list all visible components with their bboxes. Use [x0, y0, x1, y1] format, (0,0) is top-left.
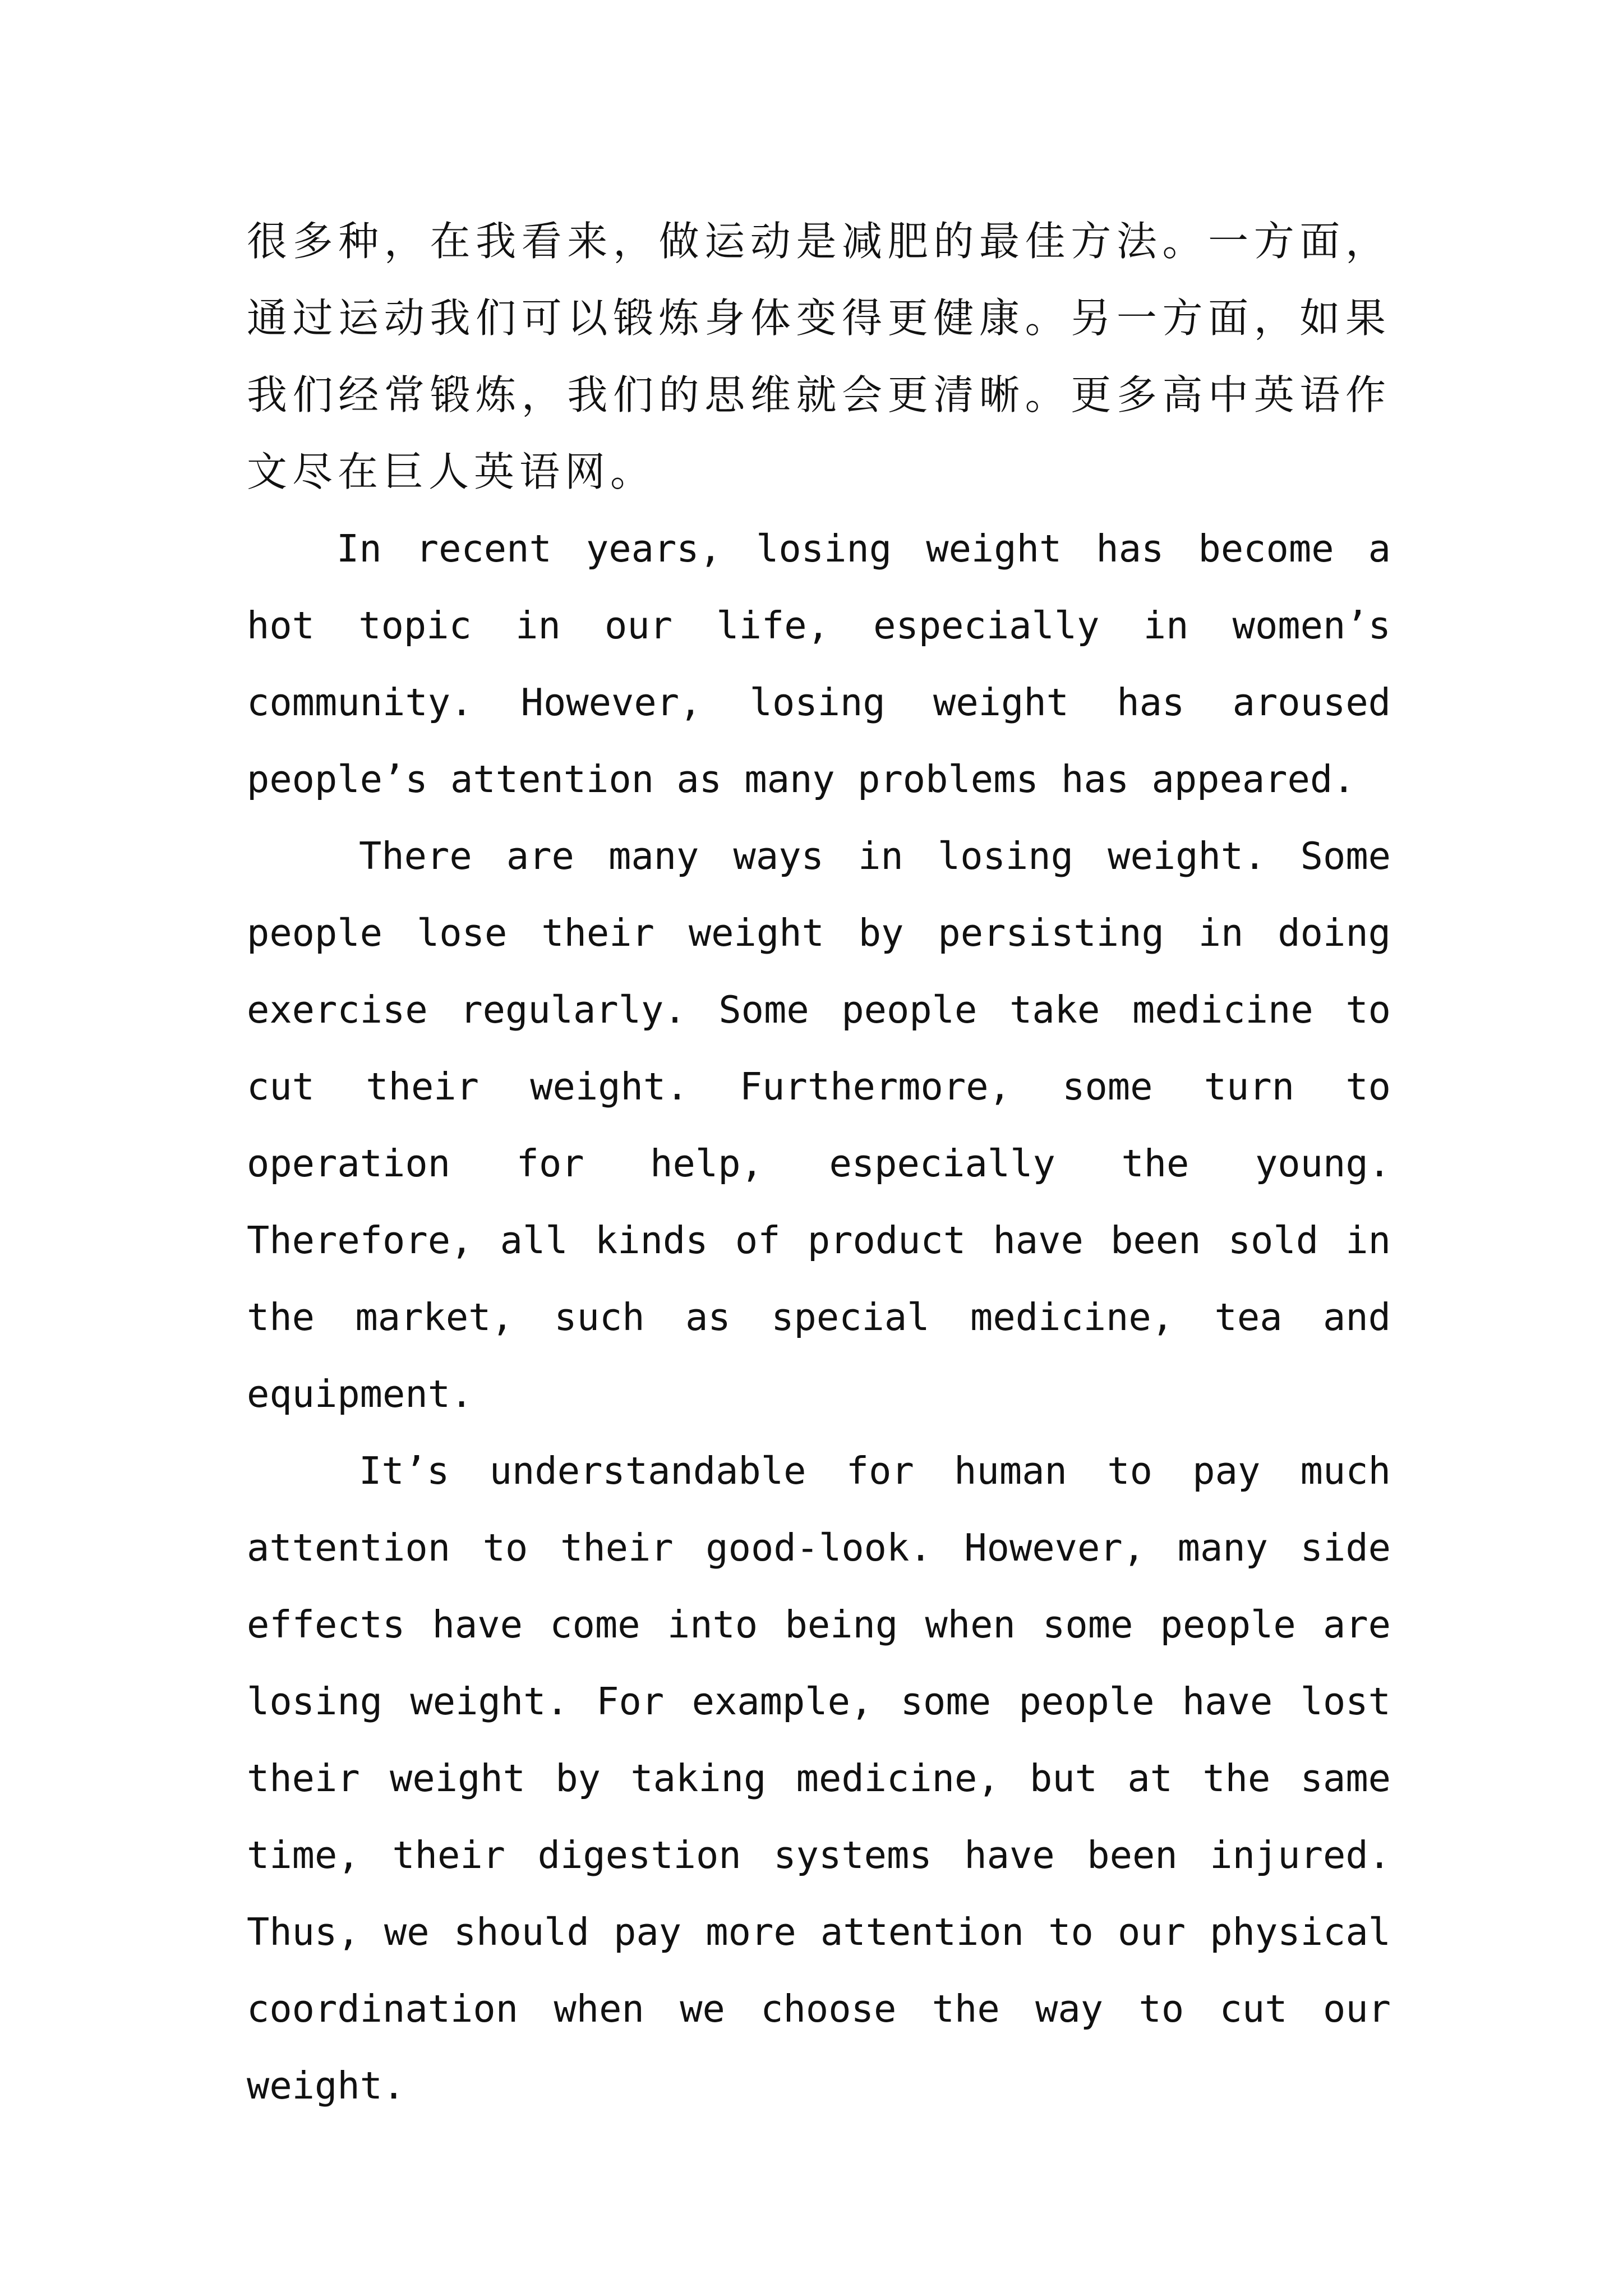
paragraph-ways: There are many ways in losing weight. Some people lose their weight by persisting in doing exercise regularly. Some people take medicine to cut their weight. Furthermore, some turn to operation for help, especially the young. Therefore, all kinds of product have been sold in the market, such as special medicine, tea and equipment. — [247, 834, 1391, 1416]
paragraph-side-effects: It’s understandable for human to pay much attention to their good-look. However, many side effects have come into being when some people are losing weight. For example, some people have lost their weight by taking medicine, but at the same time, their digestion systems have been injured. Thus, we should pay more attention to our physical coordination when we choose the way to cut our weight. — [247, 1449, 1391, 2108]
paragraph-chinese-summary: 很多种，在我看来，做运动是减肥的最佳方法。一方面，通过运动我们可以锻炼身体变得更健康。另一方面，如果我们经常锻炼，我们的思维就会更清晰。更多高中英语作文尽在巨人英语网。 — [247, 218, 1391, 495]
paragraph-intro: In recent years, losing weight has become a hot topic in our life, especially in women’s community. However, losing weight has aroused people’s attention as many problems has appeared. — [247, 527, 1391, 801]
document-body — [247, 203, 1391, 2124]
